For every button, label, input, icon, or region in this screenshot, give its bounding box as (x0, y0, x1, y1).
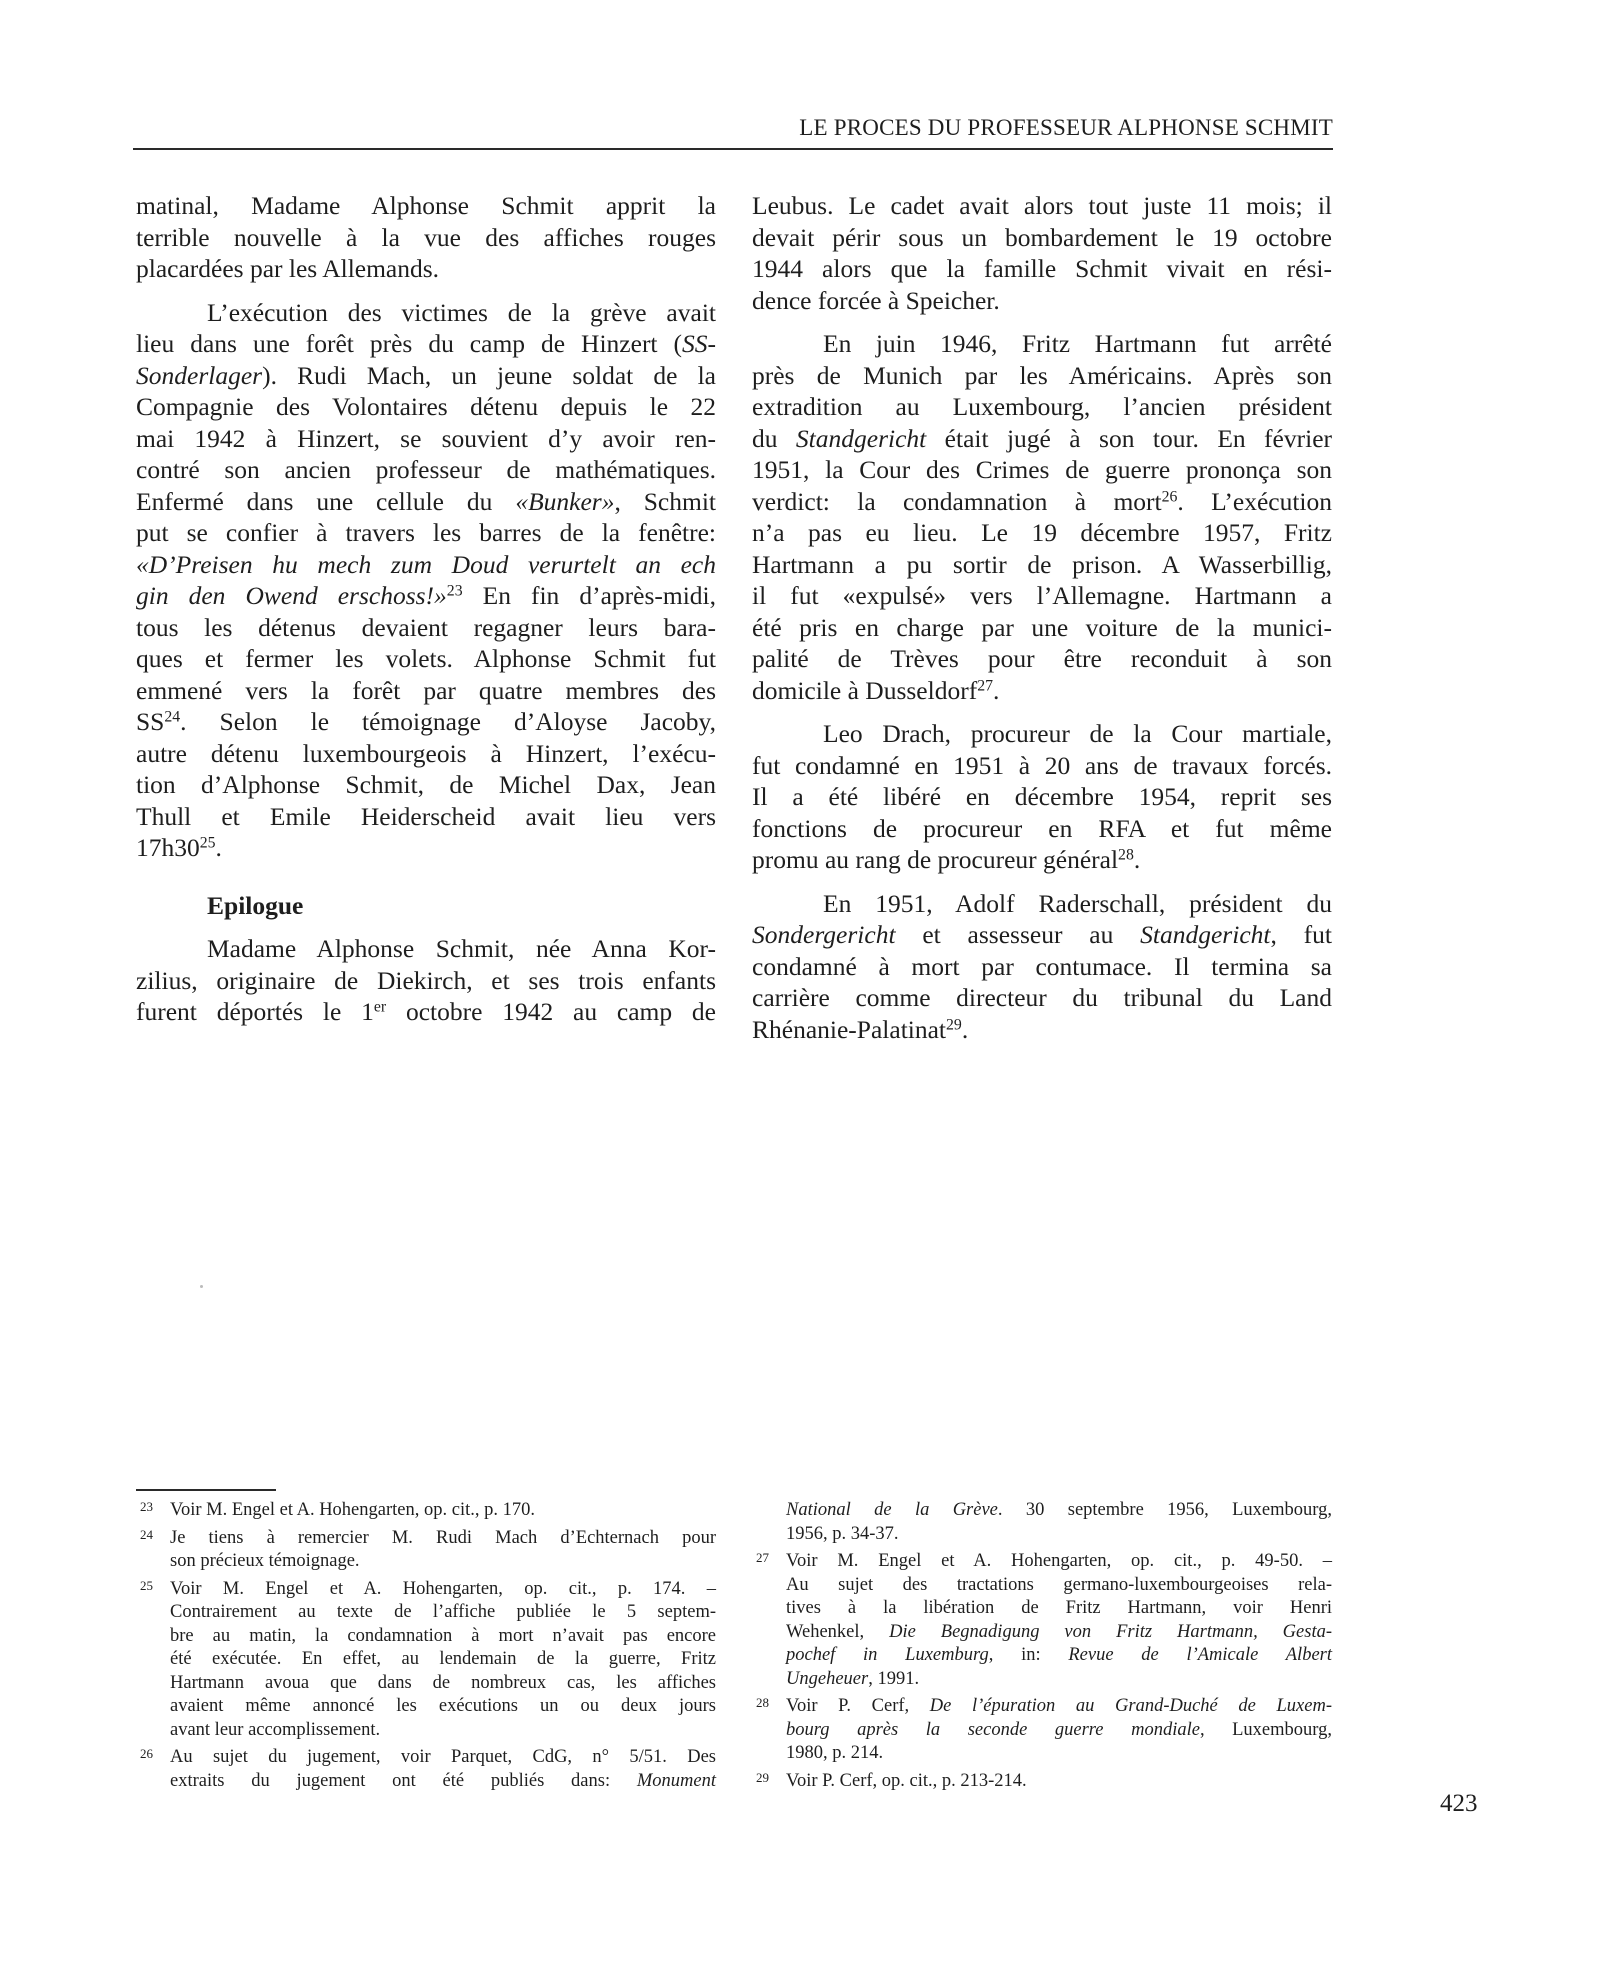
text-line: palité de Trèves pour être reconduit à son (752, 644, 1332, 673)
footnote-24: 24 Je tiens à remercier M. Rudi Mach d’Echternach pour son précieux témoignage. (136, 1527, 716, 1574)
paragraph (752, 190, 1332, 316)
text-line: lieu dans une forêt près du camp de Hinzert (SS- (136, 329, 716, 358)
page-number: 423 (1440, 1790, 1478, 1817)
footnote-number: 26 (140, 1746, 153, 1761)
right-column (752, 190, 1332, 1045)
text-line: $17h30^{25}$. (136, 833, 222, 862)
text-line: Compagnie des Volontaires détenu depuis le 22 (136, 392, 716, 421)
footnote-number: 24 (140, 1526, 153, 1542)
footnote-29: 29 Voir P. Cerf, op. cit., p. 213-214. (752, 1770, 1332, 1794)
text-line: put se confier à travers les barres de la fenêtre: (136, 518, 716, 547)
text-line: extradition au Luxembourg, l’ancien président (752, 392, 1332, 421)
footnotes-left (136, 1499, 716, 1797)
footnote-ref-23[interactable]: 23 (446, 582, 463, 600)
left-column (136, 190, 716, 1028)
text-line: placardées par les Allemands. (136, 254, 440, 283)
footnote-number: 28 (756, 1695, 769, 1710)
footnote-ref-24[interactable]: 24 (164, 708, 181, 726)
text-line: furent déportés le 1er octobre 1942 au camp de (136, 997, 716, 1026)
text-line: Il a été libéré en décembre 1954, reprit ses (752, 782, 1332, 811)
paragraph (136, 933, 716, 1028)
footnote-26: 26 Au sujet du jugement, voir Parquet, CdG, n° 5/51. Des extraits du jugement ont été publiés dans: Monument (136, 1746, 716, 1793)
text-line: été pris en charge par une voiture de la munici- (752, 612, 1332, 642)
text-line: En 1951, Adolf Raderschall, président du (823, 888, 1332, 918)
text-line: matinal, Madame Alphonse Schmit apprit la (136, 191, 716, 220)
text-line: devait périr sous un bombardement le 19 octobre (752, 222, 1332, 252)
text-line: près de Munich par les Américains. Après son (752, 360, 1332, 390)
text-line: En juin 1946, Fritz Hartmann fut arrêté (823, 329, 1332, 358)
text-line: gin den Owend erschoss!»$^{23}$ En fin d’après-midi, (136, 581, 716, 610)
text-line: promu au rang de procureur général$^{28}$. (752, 845, 1141, 874)
text-line: tion d’Alphonse Schmit, de Michel Dax, Jean (136, 770, 716, 799)
text-line: 1944 alors que la famille Schmit vivait en rési- (752, 254, 1332, 283)
paragraph (136, 190, 716, 285)
header-rule (133, 148, 1333, 150)
running-title: LE PROCES DU PROFESSEUR ALPHONSE SCHMIT (799, 115, 1333, 140)
paragraph (752, 888, 1332, 1046)
footnote-ref-27[interactable]: 27 (977, 676, 993, 694)
text-line: Enfermé dans une cellule du «Bunker», Schmit (136, 486, 716, 516)
footnote-25: 25 Voir M. Engel et A. Hohengarten, op. cit., p. 174. – Contrairement au texte de l’affiche publiée le 5 septem- bre au matin, la condamnation à mort n’avait pas encore été exécutée. En effet, au lendemain de la guerre, Fritz Hartmann avoua que dans de nombreux cas, les affiches avaient même annoncé les exécutions un ou deux jours avant leur accomplissement. (136, 1578, 716, 1743)
text-line: Sondergericht et assesseur au Standgericht, fut (752, 920, 1332, 949)
text-line: fut condamné en 1951 à 20 ans de travaux forcés. (752, 750, 1332, 780)
text-line: L’exécution des victimes de la grève avait (207, 297, 716, 327)
text-line: tous les détenus devaient regagner leurs bara- (136, 612, 716, 642)
paragraph (136, 297, 716, 864)
text-line: Leo Drach, procureur de la Cour martiale, (823, 719, 1332, 748)
scan-speck (200, 1285, 203, 1288)
text-line: zilius, originaire de Diekirch, et ses trois enfants (136, 965, 716, 995)
paragraph (752, 718, 1332, 876)
footnote-23: 23 Voir M. Engel et A. Hohengarten, op. cit., p. 170. (136, 1499, 716, 1523)
text-line: 1951, la Cour des Crimes de guerre prononça son (752, 455, 1332, 484)
footnote-number: 23 (140, 1499, 153, 1514)
text-line: ques et fermer les volets. Alphonse Schmit fut (136, 644, 716, 673)
text-line: mai 1942 à Hinzert, se souvient d’y avoir ren- (136, 423, 716, 453)
text-line: verdict: la condamnation à mort$^{26}$. L’exécution (752, 486, 1332, 516)
text-line: terrible nouvelle à la vue des affiches rouges (136, 222, 716, 252)
text-line: emmené vers la forêt par quatre membres des (136, 675, 716, 705)
text-line: Hartmann a pu sortir de prison. A Wasserbillig, (752, 549, 1332, 579)
text-line: il fut «expulsé» vers l’Allemagne. Hartmann a (752, 581, 1332, 610)
paragraph (752, 328, 1332, 706)
text-line: carrière comme directeur du tribunal du Land (752, 983, 1332, 1012)
text-line: Madame Alphonse Schmit, née Anna Kor- (207, 934, 716, 963)
text-line: Rhénanie-Palatinat$^{29}$. (752, 1014, 969, 1044)
text-line: Leubus. Le cadet avait alors tout juste 11 mois; il (752, 191, 1332, 220)
text-line: n’a pas eu lieu. Le 19 décembre 1957, Fritz (752, 518, 1332, 547)
footnote-rule (136, 1489, 276, 1491)
section-heading: Epilogue (207, 890, 304, 920)
text-line: domicile à Dusseldorf$^{27}$. (752, 675, 1000, 705)
footnotes-right (752, 1499, 1332, 1797)
text-line: du Standgericht était jugé à son tour. En février (752, 423, 1333, 453)
footnote-28: 28 Voir P. Cerf, De l’épuration au Grand-Duché de Luxem- bourg après la seconde guerre mondiale, Luxembourg, 1980, p. 214. (752, 1695, 1332, 1766)
text-line: contré son ancien professeur de mathématiques. (136, 455, 716, 484)
text-line: fonctions de procureur en RFA et fut même (752, 813, 1332, 843)
footnote-number: 25 (140, 1577, 153, 1593)
text-line: SS$^{24}$. Selon le témoignage d’Aloyse Jacoby, (136, 707, 716, 736)
text-line: Thull et Emile Heiderscheid avait lieu vers (136, 801, 716, 831)
footnote-number: 29 (756, 1769, 769, 1785)
footnote-ref-28[interactable]: 28 (1118, 846, 1134, 864)
text-line: condamné à mort par contumace. Il termina sa (752, 951, 1332, 981)
footnote-number: 27 (756, 1550, 769, 1565)
text-line: autre détenu luxembourgeois à Hinzert, l’exécu- (136, 738, 716, 768)
text-line: «D’Preisen hu mech zum Doud verurtelt an ech (136, 549, 716, 579)
footnote-26-continued: National de la Grève. 30 septembre 1956, Luxembourg, 1956, p. 34-37. (786, 1500, 1332, 1544)
footnote-27: 27 Voir M. Engel et A. Hohengarten, op. cit., p. 49-50. – Au sujet des tractations germano-luxembourgeoises rela- tives à la libération de Fritz Hartmann, voir Henri Wehenkel, Die Begnadigung von Fritz Hartmann, Gesta- pochef in Luxemburg, in: Revue de l’Amicale Albert Ungeheuer, 1991. (752, 1550, 1332, 1691)
text-line: Sonderlager). Rudi Mach, un jeune soldat de la (136, 360, 716, 390)
footnote-ref-25[interactable]: 25 (199, 834, 216, 852)
text-line: dence forcée à Speicher. (752, 285, 1000, 315)
footnote-ref-29[interactable]: 29 (946, 1015, 962, 1033)
footnote-ref-26[interactable]: 26 (1161, 487, 1178, 505)
